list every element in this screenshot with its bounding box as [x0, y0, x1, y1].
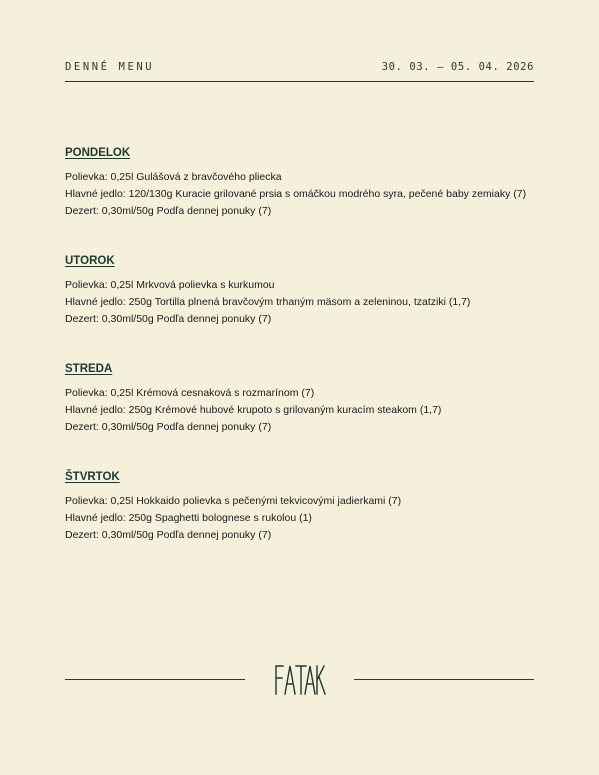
day-heading: PONDELOK	[65, 147, 131, 159]
dessert-line: Dezert: 0,30ml/50g Podľa dennej ponuky (7)	[65, 529, 272, 541]
soup-line: Polievka: 0,25l Mrkvová polievka s kurkumou	[65, 279, 275, 291]
day-section-wednesday	[65, 362, 535, 436]
day-heading: STREDA	[65, 363, 113, 375]
soup-line: Polievka: 0,25l Hokkaido polievka s pečenými tekvicovými jadierkami (7)	[65, 495, 402, 507]
menu-title: DENNÉ MENU	[65, 61, 155, 73]
footer-divider-right	[354, 679, 534, 680]
page-header	[65, 61, 534, 82]
page-footer	[65, 663, 534, 697]
soup-line: Polievka: 0,25l Gulášová z bravčového pliecka	[65, 171, 282, 183]
footer-divider-left	[65, 679, 245, 680]
day-heading: ŠTVRTOK	[65, 471, 120, 483]
menu-date-range: 30. 03. – 05. 04. 2026	[381, 61, 534, 73]
day-section-thursday	[65, 470, 535, 544]
dessert-line: Dezert: 0,30ml/50g Podľa dennej ponuky (7)	[65, 421, 272, 433]
dessert-line: Dezert: 0,30ml/50g Podľa dennej ponuky (7)	[65, 205, 272, 217]
day-list	[65, 146, 535, 578]
main-dish-line: Hlavné jedlo: 250g Krémové hubové krupoto s grilovaným kuracím steakom (1,7)	[65, 404, 442, 416]
soup-line: Polievka: 0,25l Krémová cesnaková s rozmarínom (7)	[65, 387, 315, 399]
dessert-line: Dezert: 0,30ml/50g Podľa dennej ponuky (7)	[65, 313, 272, 325]
main-dish-line: Hlavné jedlo: 250g Spaghetti bolognese s rukolou (1)	[65, 512, 312, 524]
day-section-monday	[65, 146, 535, 220]
fatak-logo-icon	[272, 663, 328, 697]
day-heading: UTOROK	[65, 255, 115, 267]
day-section-tuesday	[65, 254, 535, 328]
main-dish-line: Hlavné jedlo: 250g Tortilla plnená bravčovým trhaným mäsom a zeleninou, tzatziki (1,7)	[65, 296, 471, 308]
main-dish-line: Hlavné jedlo: 120/130g Kuracie grilované prsia s omáčkou modrého syra, pečené baby zemiaky (7)	[65, 188, 527, 200]
